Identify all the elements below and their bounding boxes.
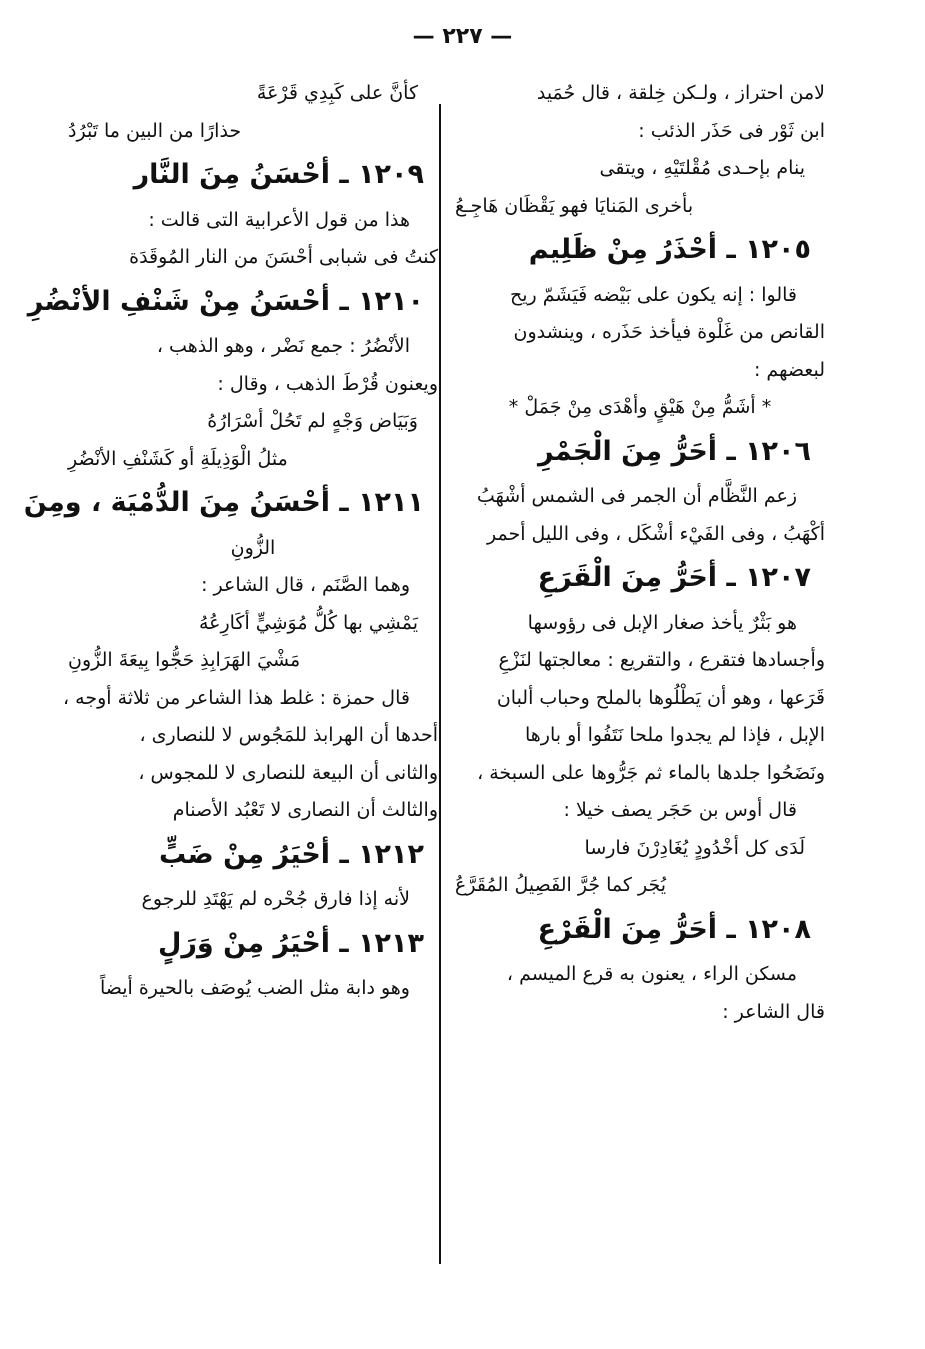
text-line: والثالث أن النصارى لا تَعْبُد الأصنام (172, 799, 438, 821)
verse-line: لَدَى كل أخْدُودٍ يُغَادِرْنَ فارسا (584, 836, 805, 859)
proverb-heading: ١٢١٣ ـ أحْيَرُ مِنْ وَرَلٍ (157, 927, 424, 959)
proverb-heading: ١٢٠٩ ـ أحْسَنُ مِنَ النَّار (133, 159, 424, 190)
text-line: وهو دابة مثل الضب يُوصَف بالحيرة أيضاً (99, 977, 410, 999)
proverb-heading: ١٢٠٥ ـ أحْذَرُ مِنْ ظَلِيم (528, 234, 811, 265)
centered-line: الزُّونِ (230, 536, 276, 559)
verse-line: ينام بإحـدى مُقْلتَيْهِ ، ويتقى (599, 157, 805, 179)
text-line: كنتُ فى شبابى أحْسَنَ من النار المُوقَدَة (129, 246, 438, 268)
verse-line: بأخرى المَنايَا فهو يَقْظَان هَاجِـعُ (455, 194, 694, 217)
text-line: هذا من قول الأعرابية التى قالت : (148, 208, 410, 231)
left-column (23, 78, 438, 1011)
text-line: أكْهَبُ ، وفى الفَيْء أشْكَل ، وفى الليل أحمر (486, 522, 825, 545)
text-line: وأجسادها فتقرع ، والتقريع : معالجتها لنَزْعِ (498, 649, 825, 671)
proverb-heading: ١٢٠٨ ـ أحَرُّ مِنَ الْقَرْعِ (537, 913, 811, 945)
verse-line: مَشْيَ الهَرَابِذِ حَجُّوا بِيعَةَ الزُّونِ (68, 649, 301, 671)
text-line: زعم النَّظَّام أن الجمر فى الشمس أشْهَبُ (476, 485, 797, 507)
text-line: مسكن الراء ، يعنون به قرع الميسم ، (506, 963, 797, 985)
text-line: والثانى أن البيعة للنصارى لا للمجوس ، (138, 761, 438, 784)
right-column (455, 78, 825, 1034)
column-divider (439, 104, 441, 1264)
proverb-heading: ١٢١٠ ـ أحْسَنُ مِنْ شَنْفِ الأنْضُرِ (27, 285, 424, 317)
proverb-heading: ١٢١٢ ـ أحْيَرُ مِنْ ضَبٍّ (159, 838, 424, 870)
page-number: — ٢٢٧ — (412, 24, 513, 49)
proverb-heading: ١٢٠٦ ـ أحَرُّ مِنَ الْجَمْرِ (537, 435, 811, 467)
text-line: ابن ثَوْر فى حَذَر الذئب : (638, 119, 825, 142)
text-line: ونَضَحُوا جلدها بالماء ثم جَرُّوها على السبخة ، (477, 761, 825, 784)
proverb-heading: ١٢٠٧ ـ أحَرُّ مِنَ الْقَرَعِ (537, 562, 811, 593)
verse-line: حذارًا من البين ما تَبْرُدُ (68, 119, 242, 142)
text-line: قال أوس بن حَجَر يصف خيلا : (563, 799, 797, 821)
text-line: قَرَعها ، وهو أن يَطْلُوها بالملح وحباب ألبان (496, 686, 825, 709)
verse-line: يَمْشِي بها كُلُّ مُوَشِيٍّ أكَارِعُهُ (198, 611, 418, 634)
text-line: لأنه إذا فارق جُحْره لم يَهْتَدِ للرجوع (141, 888, 410, 910)
text-line: قالوا : إنه يكون على بَيْضه فَيَشَمّ ريح (509, 283, 797, 306)
text-line: قال حمزة : غلط هذا الشاعر من ثلاثة أوجه ، (62, 686, 410, 709)
verse-line: وَبَيَاض وَجْهٍ لم تَحُلْ أسْرَارُهُ (207, 410, 418, 432)
verse-line: كأنَّ على كَبِدِي قَرْعَةً (256, 82, 418, 104)
text-line: القانص من غَلْوة فيأخذ حَذَره ، وينشدون (513, 321, 825, 343)
verse-line: يُجَر كما جُرَّ الفَصِيلُ المُقَرَّعُ (455, 874, 667, 896)
text-line: ويعنون قُرْطَ الذهب ، وقال : (217, 372, 438, 395)
centered-line: * أشَمُّ مِنْ هَيْقٍ وأهْدَى مِنْ جَمَلْ * (508, 396, 772, 418)
text-line: الإبل ، فإذا لم يجدوا ملحا نَتَفُوا أو بارها (524, 724, 825, 746)
text-line: لامن احتراز ، ولـكن خِلقة ، قال حُمَيد (536, 82, 825, 104)
text-line: أحدها أن الهرابذ للمَجُوس لا للنصارى ، (139, 724, 438, 746)
proverb-heading: ١٢١١ ـ أحْسَنُ مِنَ الدُّمْيَة ، ومِنَ (23, 487, 424, 518)
text-line: وهما الصَّنَم ، قال الشاعر : (201, 574, 410, 596)
verse-line: مثلُ الْوَذِيلَةِ أو كَشَنْفِ الأنْضُرِ (68, 447, 288, 470)
text-line: لبعضهم : (753, 358, 825, 381)
text-line: هو بَثْرٌ يأخذ صغار الإبل فى رؤوسها (527, 611, 797, 634)
text-line: قال الشاعر : (722, 1000, 825, 1023)
text-line: الأنْضُرُ : جمع نَضْر ، وهو الذهب ، (156, 335, 410, 357)
